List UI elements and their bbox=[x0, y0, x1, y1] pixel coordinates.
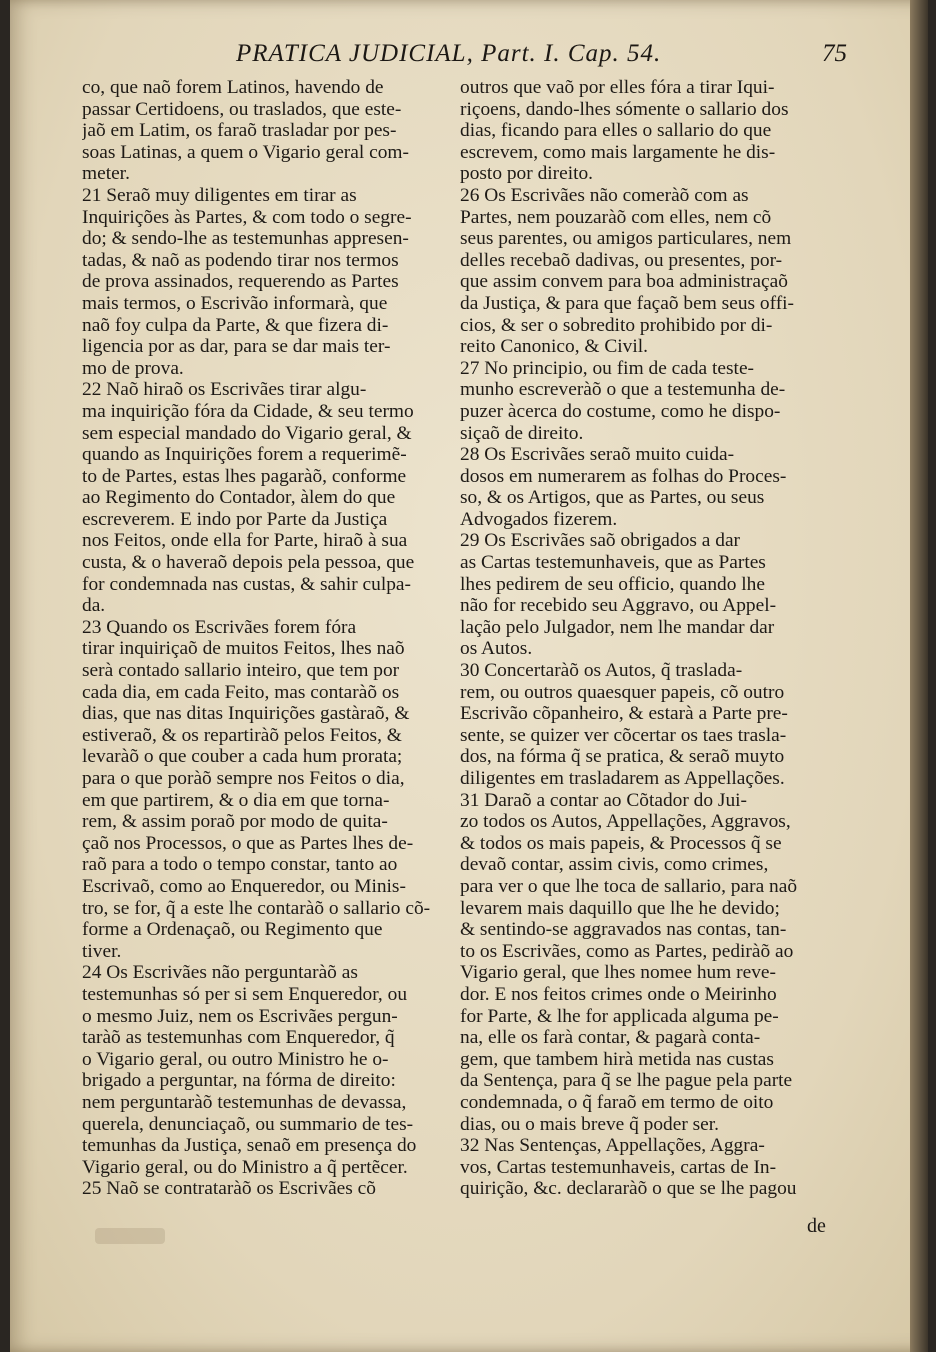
text-line: rem, ou outros quaesquer papeis, cõ outro bbox=[460, 681, 785, 703]
text-line: lação pelo Julgador, nem lhe mandar dar bbox=[460, 616, 775, 638]
text-line: da. bbox=[82, 595, 106, 617]
text-line: devaõ contar, assim civis, como crimes, bbox=[460, 854, 769, 876]
text-line: ma inquirição fóra da Cidade, & seu termo bbox=[82, 400, 414, 422]
text-line: Partes, nem pouzaràõ com elles, nem cõ bbox=[460, 206, 772, 228]
text-line: dos, na fórma q̃ se pratica, & seraõ muyto bbox=[460, 746, 785, 768]
text-line: 21 Seraõ muy diligentes em tirar as bbox=[82, 184, 357, 206]
text-line: sem especial mandado do Vigario geral, & bbox=[82, 422, 412, 444]
text-line: 22 Naõ hiraõ os Escrivães tirar algu- bbox=[82, 379, 367, 401]
catchword: de bbox=[807, 1215, 826, 1237]
text-line: o Vigario geral, ou outro Ministro he o- bbox=[82, 1048, 389, 1070]
text-line: forme a Ordenaçaõ, ou Regimento que bbox=[82, 919, 383, 941]
text-line: da Justiça, & para que façaõ bem seus offi- bbox=[460, 292, 795, 314]
text-line: tiver. bbox=[82, 940, 122, 962]
text-line: estiveraõ, & os repartiràõ pelos Feitos, & bbox=[82, 724, 402, 746]
text-line: meter. bbox=[82, 163, 130, 185]
text-line: da Sentença, para q̃ se lhe pague pela parte bbox=[460, 1070, 793, 1092]
text-line: so, & os Artigos, que as Partes, ou seus bbox=[460, 487, 765, 509]
text-line: condemnada, o q̃ faraõ em termo de oito bbox=[460, 1091, 774, 1113]
text-line: testemunhas só per si sem Enqueredor, ou bbox=[82, 983, 408, 1005]
text-line: Inquirições às Partes, & com todo o segre- bbox=[82, 206, 412, 228]
text-line: para o que poràõ sempre nos Feitos o dia, bbox=[82, 768, 405, 789]
text-line: de prova assinados, requerendo as Partes bbox=[82, 271, 399, 293]
text-line: temunhas da Justiça, senaõ em presença do bbox=[82, 1135, 417, 1157]
text-line: tro, se for, q̃ a este lhe contaràõ o sallario cõ- bbox=[82, 897, 431, 919]
text-line: sente, se quizer ver cõcertar os taes trasla- bbox=[460, 724, 787, 746]
text-line: & todos os mais papeis, & Processos q̃ se bbox=[460, 832, 782, 854]
text-line: taràõ as testemunhas com Enqueredor, q̃ bbox=[82, 1027, 395, 1049]
text-line: raõ para a todo o tempo constar, tanto ao bbox=[82, 854, 398, 876]
text-line: çaõ nos Processos, o que as Partes lhes de- bbox=[82, 832, 414, 854]
text-line: diligentes em trasladarem as Appellações. bbox=[460, 768, 785, 789]
text-line: 23 Quando os Escrivães forem fóra bbox=[82, 616, 357, 638]
text-line: 32 Nas Sentenças, Appellações, Aggra- bbox=[460, 1135, 765, 1157]
text-line: munho escreveràõ o que a testemunha de- bbox=[460, 379, 786, 401]
text-line: riçoens, dando-lhes sómente o sallario dos bbox=[460, 98, 789, 120]
text-line: que assim convem para boa administraçaõ bbox=[460, 271, 788, 293]
text-line: do; & sendo-lhe as testemunhas appresen- bbox=[82, 228, 409, 250]
text-line: puzer àcerca do costume, como he dispo- bbox=[460, 400, 781, 422]
text-line: 31 Daraõ a contar ao Cõtador do Jui- bbox=[460, 789, 747, 811]
text-line: 29 Os Escrivães saõ obrigados a dar bbox=[460, 530, 741, 552]
text-line: rem, & assim poraõ por modo de quita- bbox=[82, 811, 388, 833]
text-line: lhes pedirem de seu officio, quando lhe bbox=[460, 573, 765, 595]
text-line: levaràõ o que couber a cada hum prorata; bbox=[82, 746, 403, 768]
left-column bbox=[82, 77, 454, 1200]
text-line: zo todos os Autos, Appellações, Aggravos, bbox=[460, 811, 791, 833]
text-line: para ver o que lhe toca de sallario, para naõ bbox=[460, 875, 798, 897]
text-line: reito Canonico, & Civil. bbox=[460, 336, 648, 358]
text-line: cios, & ser o sobredito prohibido por di- bbox=[460, 314, 773, 336]
text-line: custa, & o haveraõ depois pela pessoa, que bbox=[82, 552, 415, 574]
text-line: os Autos. bbox=[460, 638, 533, 660]
text-line: dosos em numerarem as folhas do Proces- bbox=[460, 465, 787, 487]
text-line: ao Regimento do Contador, àlem do que bbox=[82, 487, 396, 509]
text-line: Vigario geral, que lhes nomee hum reve- bbox=[460, 962, 776, 984]
text-line: 25 Naõ se contrataràõ os Escrivães cõ bbox=[82, 1178, 376, 1200]
text-line: posto por direito. bbox=[460, 163, 594, 185]
text-line: na, elle os farà contar, & pagarà conta- bbox=[460, 1027, 761, 1049]
text-line: escrevem, como mais largamente he dis- bbox=[460, 141, 776, 163]
text-line: nos Feitos, onde ella for Parte, hiraõ à sua bbox=[82, 530, 408, 552]
text-line: ligencia por as dar, para se dar mais ter- bbox=[82, 336, 391, 358]
text-line: Vigario geral, ou do Ministro a q̃ pertẽcer. bbox=[82, 1156, 408, 1178]
right-column bbox=[460, 77, 840, 1200]
text-line: em que partirem, & o dia em que torna- bbox=[82, 789, 390, 811]
text-line: querela, denunciaçaõ, ou summario de tes- bbox=[82, 1113, 414, 1135]
text-line: Escrivaõ, como ao Enqueredor, ou Minis- bbox=[82, 875, 406, 897]
text-line: quando as Inquirições forem a requerimẽ- bbox=[82, 444, 407, 466]
text-line: vos, Cartas testemunhaveis, cartas de In- bbox=[460, 1156, 777, 1178]
text-line: mais termos, o Escrivão informarà, que bbox=[82, 292, 388, 314]
text-line: quirição, &c. declararàõ o que se lhe pagou bbox=[460, 1178, 797, 1200]
text-line: dias, ficando para elles o sallario do que bbox=[460, 120, 772, 142]
text-line: co, que naõ forem Latinos, havendo de bbox=[82, 77, 384, 98]
text-line: dor. E nos feitos crimes onde o Meirinho bbox=[460, 983, 777, 1005]
text-line: to os Escrivães, como as Partes, pediràõ ao bbox=[460, 940, 794, 962]
running-title: PRATICA JUDICIAL, Part. I. Cap. 54. bbox=[236, 40, 662, 67]
page-edge bbox=[910, 0, 928, 1352]
text-line: seus parentes, ou amigos particulares, nem bbox=[460, 228, 792, 250]
text-line: for Parte, & lhe for applicada alguma pe- bbox=[460, 1005, 779, 1027]
text-line: Escrivão cõpanheiro, & estarà a Parte pre- bbox=[460, 703, 788, 725]
text-line: brigado a perguntar, na fórma de direito: bbox=[82, 1070, 396, 1092]
text-line: gem, que tambem hirà metida nas custas bbox=[460, 1048, 774, 1070]
text-line: & sentindo-se aggravados nas contas, tan- bbox=[460, 919, 787, 941]
text-line: to de Partes, estas lhes pagaràõ, conforme bbox=[82, 465, 407, 487]
text-line: delles recebaõ dadivas, ou presentes, por- bbox=[460, 249, 783, 271]
text-line: for condemnada nas custas, & sahir culpa- bbox=[82, 573, 411, 595]
text-line: o mesmo Juiz, nem os Escrivães pergun- bbox=[82, 1005, 398, 1027]
text-line: dias, ou o mais breve q̃ poder ser. bbox=[460, 1113, 720, 1135]
text-line: naõ foy culpa da Parte, & que fizera di- bbox=[82, 314, 389, 336]
text-line: não for recebido seu Aggravo, ou Appel- bbox=[460, 595, 777, 617]
text-line: outros que vaõ por elles fóra a tirar Iqui- bbox=[460, 77, 775, 98]
text-line: serà contado sallario inteiro, que tem por bbox=[82, 660, 400, 682]
text-line: jaõ em Latim, os faraõ trasladar por pes- bbox=[82, 120, 397, 142]
book-page bbox=[10, 0, 928, 1352]
text-line: mo de prova. bbox=[82, 357, 184, 379]
text-line: nem perguntaràõ testemunhas de devassa, bbox=[82, 1091, 407, 1113]
text-line: passar Certidoens, ou traslados, que este- bbox=[82, 98, 402, 120]
ink-smudge bbox=[95, 1228, 165, 1244]
text-line: tirar inquiriçaõ de muitos Feitos, lhes naõ bbox=[82, 638, 405, 660]
page-number: 75 bbox=[822, 40, 847, 67]
text-line: Advogados fizerem. bbox=[460, 508, 618, 530]
text-line: escreverem. E indo por Parte da Justiça bbox=[82, 508, 388, 530]
text-line: tadas, & naõ as podendo tirar nos termos bbox=[82, 249, 399, 271]
text-line: siçaõ de direito. bbox=[460, 422, 584, 444]
text-line: 26 Os Escrivães não comeràõ com as bbox=[460, 184, 749, 206]
text-line: levarem mais daquillo que lhe he devido; bbox=[460, 897, 780, 919]
text-line: 24 Os Escrivães não perguntaràõ as bbox=[82, 962, 358, 984]
text-line: as Cartas testemunhaveis, que as Partes bbox=[460, 552, 766, 574]
text-line: 30 Concertaràõ os Autos, q̃ traslada- bbox=[460, 660, 743, 682]
text-line: cada dia, em cada Feito, mas contaràõ os bbox=[82, 681, 400, 703]
text-line: 27 No principio, ou fim de cada teste- bbox=[460, 357, 755, 379]
text-line: soas Latinas, a quem o Vigario geral com- bbox=[82, 141, 409, 163]
text-line: 28 Os Escrivães seraõ muito cuida- bbox=[460, 444, 735, 466]
text-line: dias, que nas ditas Inquirições gastàraõ, & bbox=[82, 703, 410, 725]
